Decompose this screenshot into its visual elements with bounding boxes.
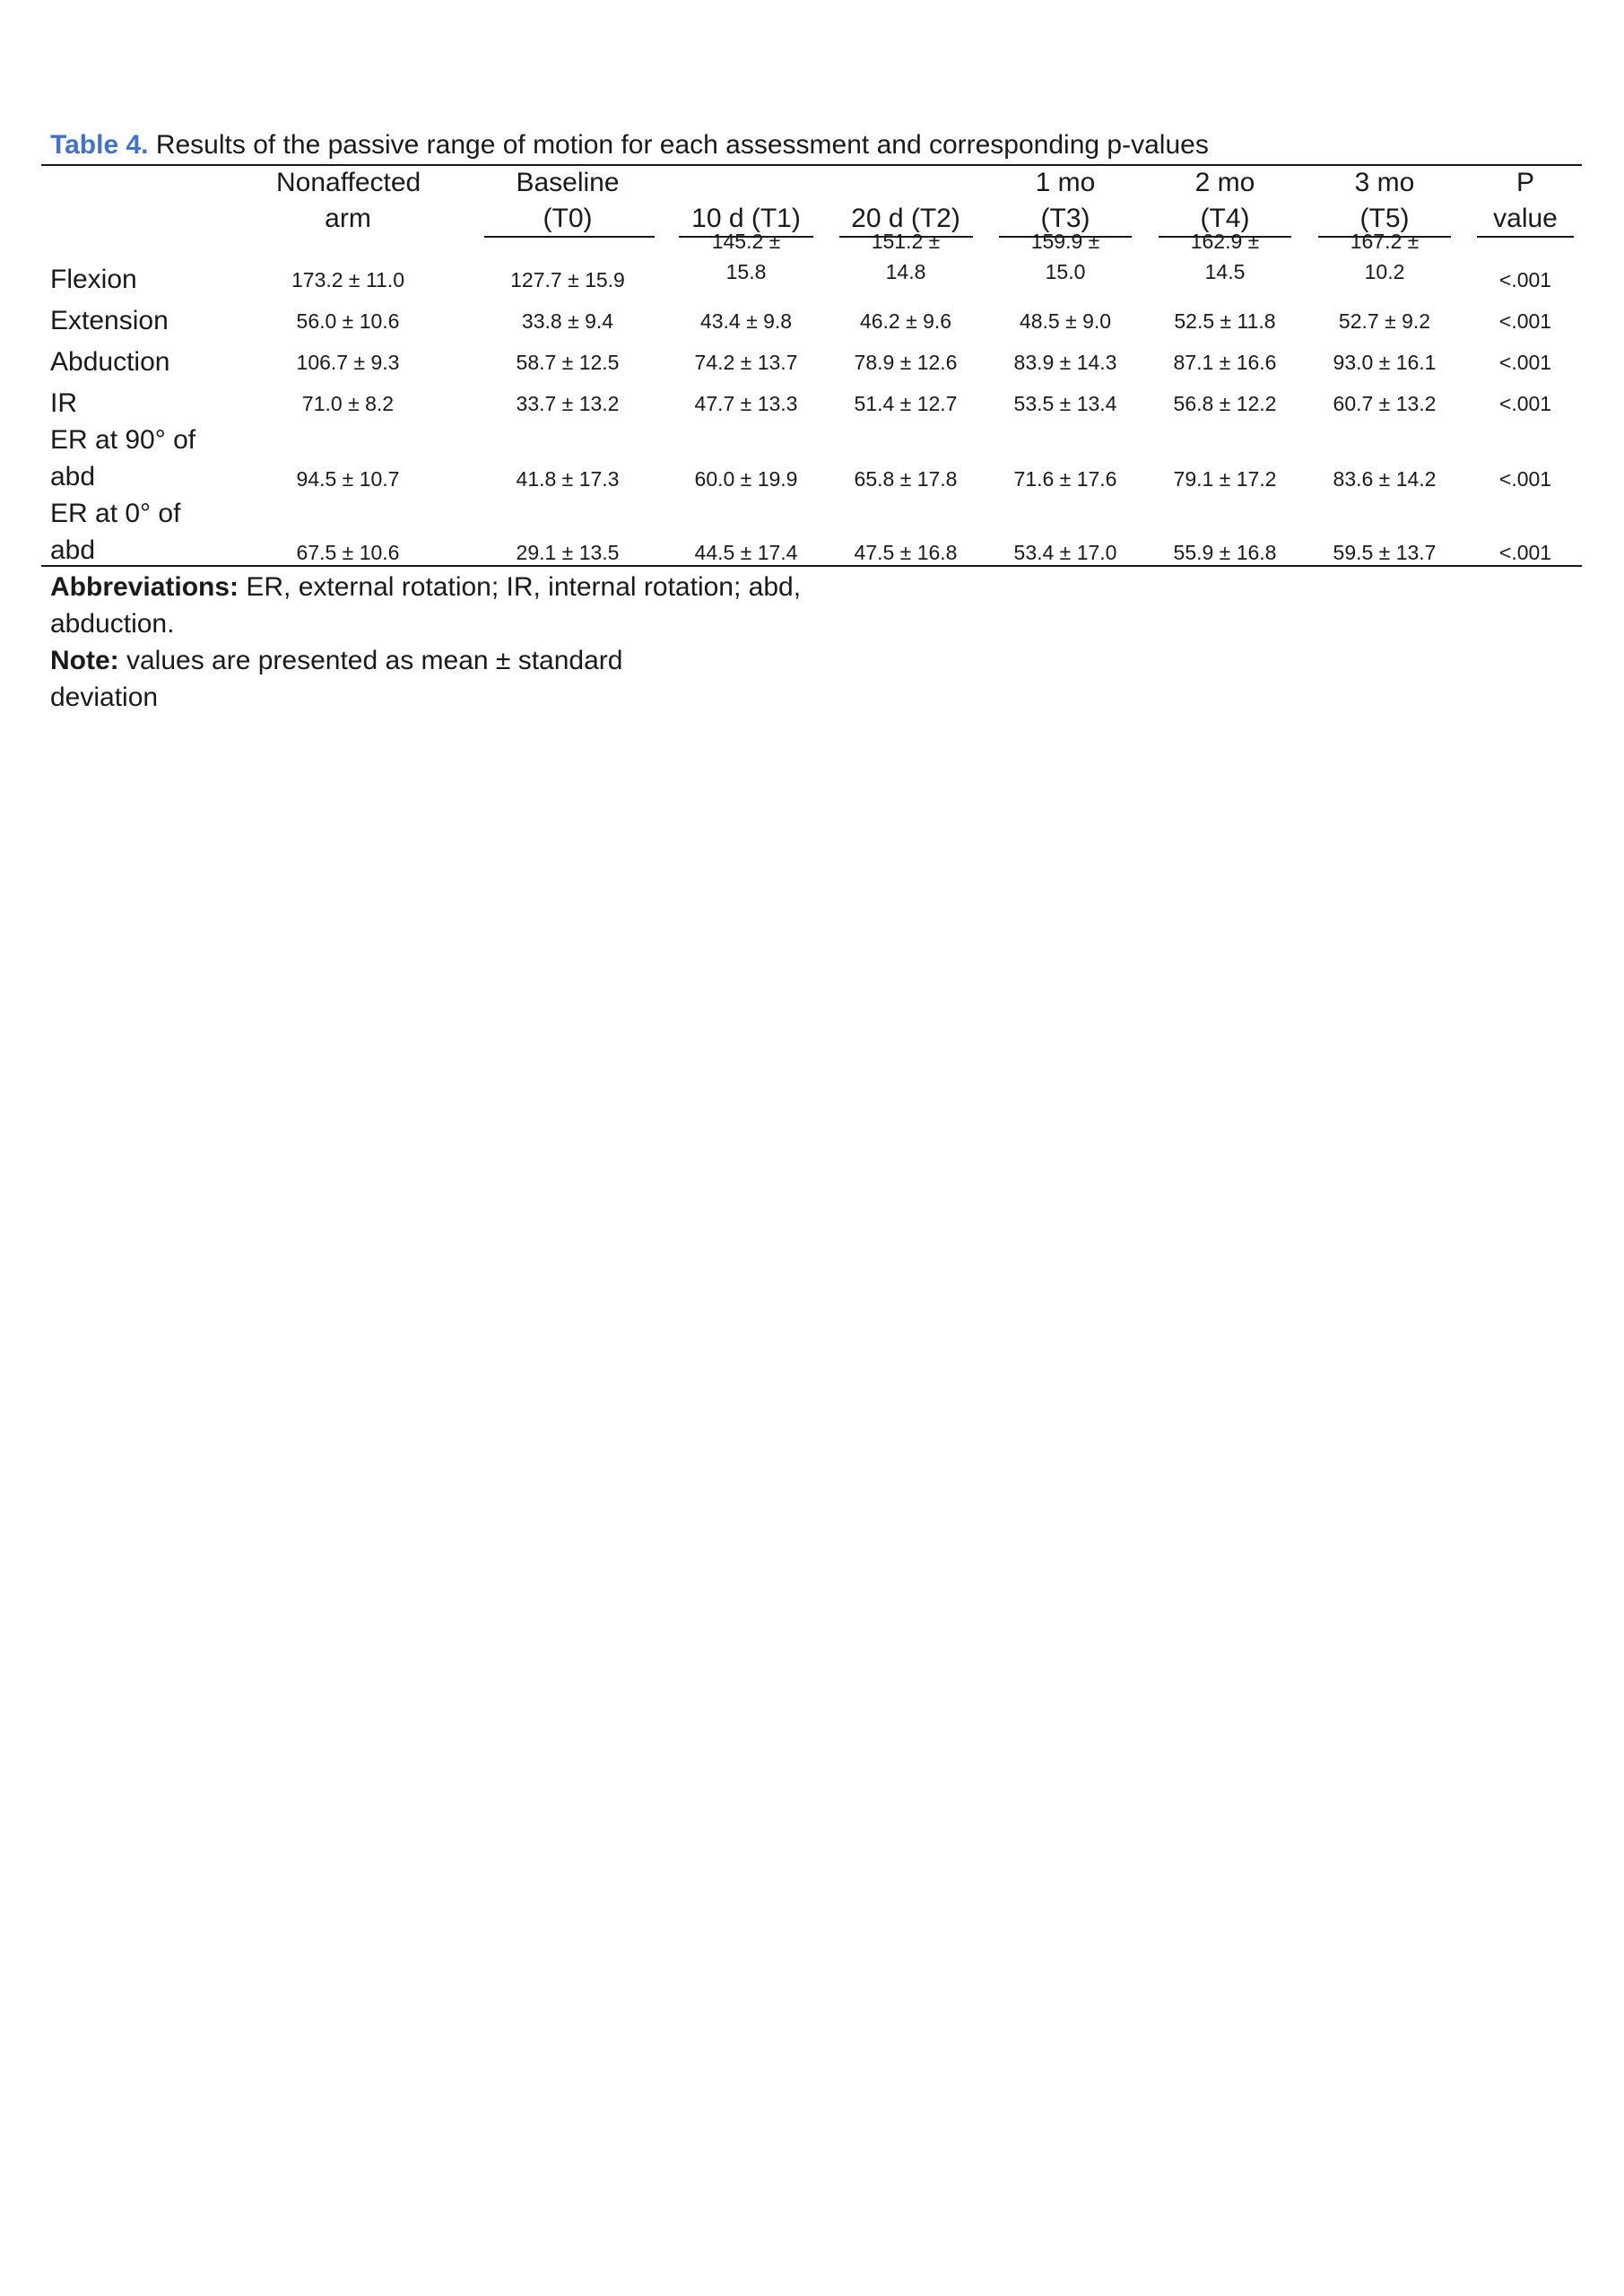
table-cell: <.001: [1498, 268, 1552, 291]
column-header-line-1: 2 mo: [1194, 168, 1255, 197]
column-header-underline: [484, 236, 655, 238]
table-cell: 65.8 ± 17.8: [854, 467, 958, 491]
column-header-line-1: Baseline: [516, 168, 620, 197]
table-cell: 41.8 ± 17.3: [516, 467, 620, 491]
column-header-line-1: 3 mo: [1354, 168, 1415, 197]
abbreviations-line-2: abduction.: [50, 609, 175, 639]
table-bottom-rule: [41, 565, 1582, 567]
table-cell: 60.7 ± 13.2: [1333, 392, 1437, 415]
row-label-continued: abd: [50, 535, 96, 565]
table-cell: 47.7 ± 13.3: [694, 392, 798, 415]
table-cell: 48.5 ± 9.0: [1019, 309, 1112, 333]
abbreviations-text: ER, external rotation; IR, internal rotation; abd,: [246, 572, 802, 602]
table-cell: 74.2 ± 13.7: [694, 351, 798, 374]
table-cell: 46.2 ± 9.6: [859, 309, 952, 333]
table-cell: 52.5 ± 11.8: [1174, 309, 1276, 333]
table-cell: 83.6 ± 14.2: [1333, 467, 1437, 491]
table-cell: 145.2 ± 15.8: [711, 230, 781, 283]
abbreviations-line-1: [50, 569, 801, 605]
table-cell: 59.5 ± 13.7: [1333, 541, 1437, 564]
table-caption: [50, 130, 1209, 161]
table-cell: <.001: [1498, 541, 1552, 564]
table-cell: 83.9 ± 14.3: [1013, 351, 1117, 374]
table-cell: 159.9 ± 15.0: [1030, 230, 1100, 283]
table-label: Table 4.: [50, 130, 149, 160]
column-header-line-1: 1 mo: [1035, 168, 1096, 197]
table-cell: 79.1 ± 17.2: [1173, 467, 1277, 491]
row-label: IR: [50, 388, 77, 418]
column-header-line-2: value: [1493, 204, 1558, 233]
table-cell: 93.0 ± 16.1: [1333, 351, 1437, 374]
table-cell: 29.1 ± 13.5: [516, 541, 620, 564]
column-header-line-2: (T4): [1200, 204, 1250, 233]
abbreviations-label: Abbreviations:: [50, 572, 239, 602]
row-label: ER at 90° of: [50, 425, 196, 455]
table-cell: <.001: [1498, 309, 1552, 333]
table-cell: 33.8 ± 9.4: [521, 309, 614, 333]
table-cell: 33.7 ± 13.2: [516, 392, 620, 415]
note-text: values are presented as mean ± standard: [126, 646, 623, 675]
table-cell: 60.0 ± 19.9: [694, 467, 798, 491]
table-cell: 43.4 ± 9.8: [699, 309, 793, 333]
table-cell: 78.9 ± 12.6: [854, 351, 958, 374]
note-line-2: deviation: [50, 683, 159, 712]
table-cell: 55.9 ± 16.8: [1173, 541, 1277, 564]
table-cell: 47.5 ± 16.8: [854, 541, 958, 564]
table-cell: <.001: [1498, 351, 1552, 374]
note-line-1: [50, 642, 801, 679]
table-cell: 106.7 ± 9.3: [296, 351, 400, 374]
table-cell: 56.0 ± 10.6: [296, 309, 400, 333]
table-cell: 167.2 ± 10.2: [1350, 230, 1420, 283]
table-cell: 44.5 ± 17.4: [694, 541, 798, 564]
row-label: Abduction: [50, 347, 170, 377]
column-header-line-2: (T5): [1359, 204, 1410, 233]
column-header-underline: [1477, 236, 1574, 238]
table-cell: 173.2 ± 11.0: [291, 268, 405, 291]
column-header-line-2: (T3): [1040, 204, 1090, 233]
column-header-line-2: (T0): [543, 204, 593, 233]
table-cell: 67.5 ± 10.6: [296, 541, 400, 564]
row-label-continued: abd: [50, 462, 96, 491]
table-cell: 127.7 ± 15.9: [510, 268, 625, 291]
row-label: ER at 0° of: [50, 499, 181, 528]
table-cell: 53.5 ± 13.4: [1013, 392, 1117, 415]
table-cell: 87.1 ± 16.6: [1173, 351, 1277, 374]
table-cell: 162.9 ± 14.5: [1190, 230, 1260, 283]
table-cell: 94.5 ± 10.7: [296, 467, 400, 491]
row-label: Extension: [50, 306, 169, 335]
column-header-line-2: 10 d (T1): [691, 204, 801, 233]
table-cell: 71.6 ± 17.6: [1013, 467, 1117, 491]
table-cell: 53.4 ± 17.0: [1013, 541, 1117, 564]
table-cell: 56.8 ± 12.2: [1173, 392, 1277, 415]
column-header-line-1: P: [1515, 168, 1534, 197]
table-cell: 151.2 ± 14.8: [871, 230, 941, 283]
table-notes: [50, 569, 801, 716]
table-cell: 58.7 ± 12.5: [516, 351, 620, 374]
table-cell: <.001: [1498, 392, 1552, 415]
column-header-line-1: Nonaffected: [276, 168, 421, 197]
column-header-line-2: 20 d (T2): [851, 204, 960, 233]
table-cell: 51.4 ± 12.7: [854, 392, 958, 415]
note-label: Note:: [50, 646, 119, 675]
table-cell: 52.7 ± 9.2: [1338, 309, 1431, 333]
table-title: Results of the passive range of motion for each assessment and corresponding p-values: [155, 130, 1209, 160]
table-cell: <.001: [1498, 467, 1552, 491]
row-label: Flexion: [50, 265, 137, 294]
column-header-line-2: arm: [325, 204, 371, 233]
table-cell: 71.0 ± 8.2: [301, 392, 395, 415]
